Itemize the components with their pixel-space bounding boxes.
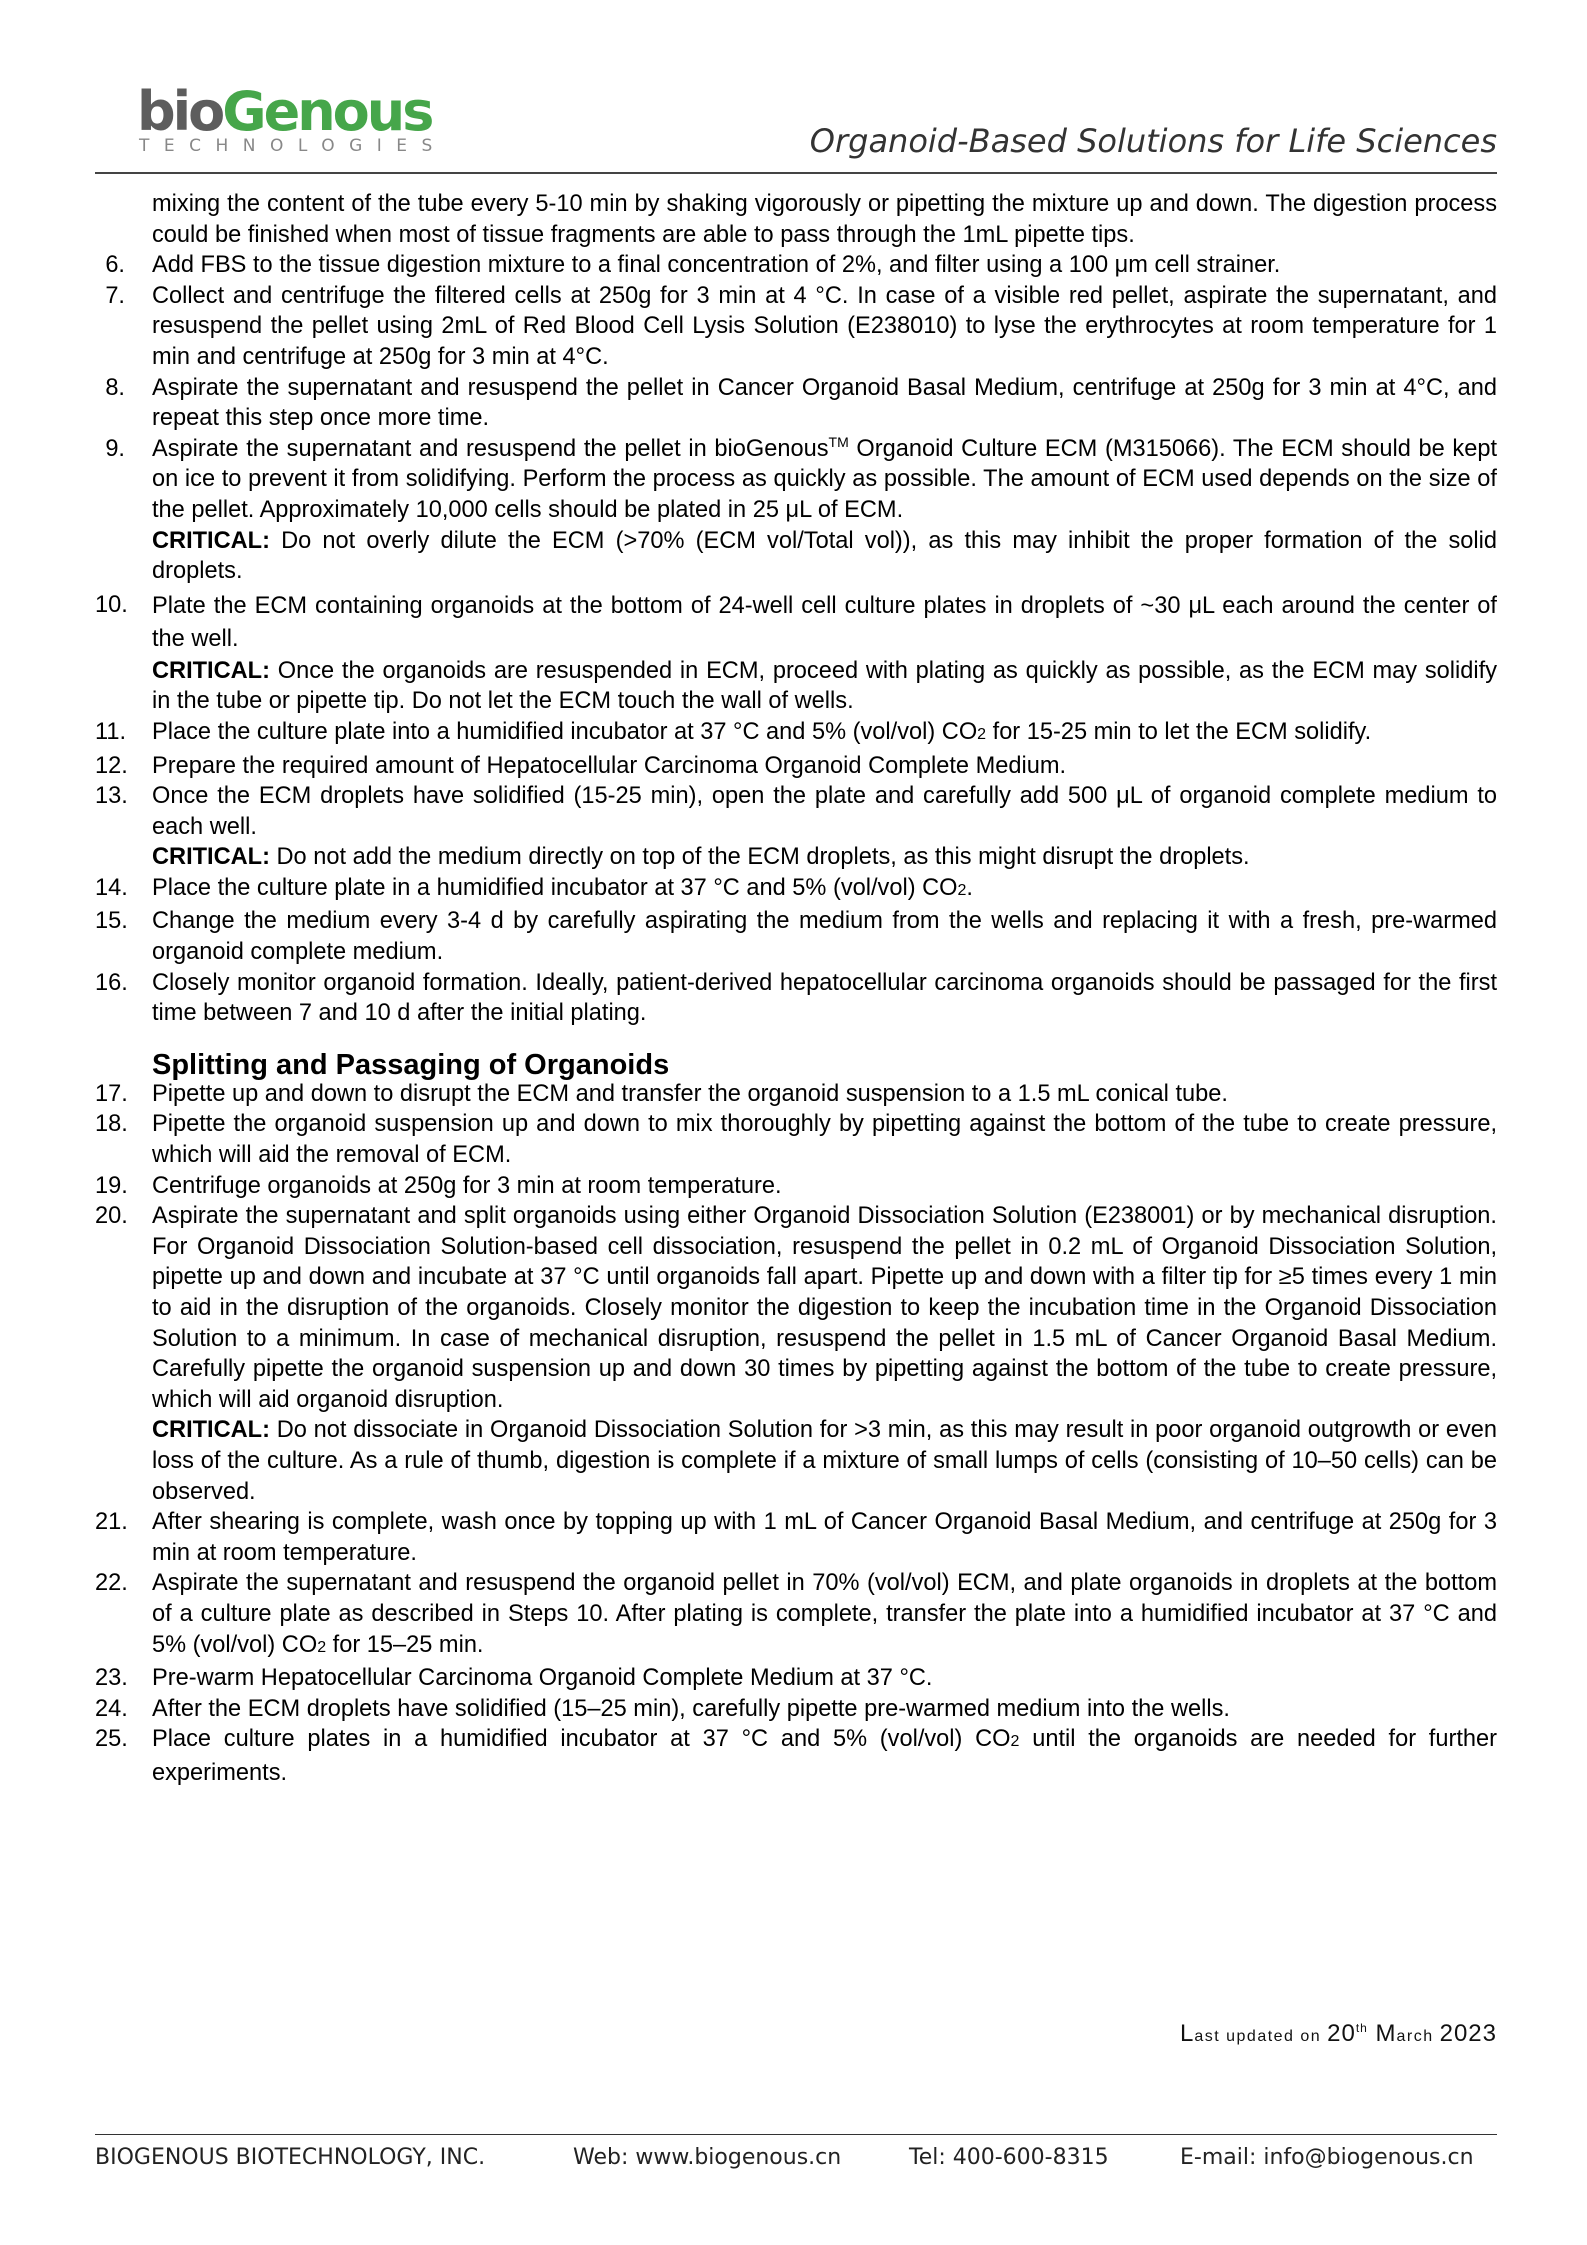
critical-label: CRITICAL:: [152, 844, 270, 871]
step-text: .: [966, 874, 973, 901]
step-number: 23.: [95, 1665, 128, 1692]
header-tagline: Organoid-Based Solutions for Life Sciences: [809, 122, 1497, 160]
step-number: 17.: [95, 1080, 128, 1107]
step-number: 24.: [95, 1695, 128, 1722]
trademark-sup: TM: [828, 433, 849, 450]
step-number: 15.: [95, 908, 128, 935]
steps-group-a: [95, 250, 1497, 434]
step-number: 25.: [95, 1726, 128, 1753]
footer-web: Web: www.biogenous.cn: [573, 2145, 842, 2170]
step-12: [95, 751, 1497, 782]
logo-subtitle: TECHNOLOGIES: [139, 136, 447, 156]
logo-wordmark: [137, 80, 447, 143]
updated-text: arch: [1396, 2028, 1440, 2045]
step-text: Aspirate the supernatant and split organoids using either Organoid Dissociation Solution (E238001) or by mechanical disruption. For Organoid Dissociation Solution-based cell dissociation, resuspend the pellet in 0.2 mL of Organoid Dissociation Solution, pipette up and down and incubate at 37 °C until organoids fall apart. Pipette up and down with a filter tip for ≥5 times every 1 min to aid in the disruption of the organoids. Closely monitor the digestion to keep the incubation time in the Organoid Dissociation Solution to a minimum. In case of mechanical disruption, resuspend the pellet in 1.5 mL of Cancer Organoid Basal Medium. Carefully pipette the organoid suspension up and down 30 times by pipetting against the bottom of the tube to create pressure, which will aid organoid disruption.: [152, 1203, 1497, 1413]
critical-label: CRITICAL:: [152, 657, 270, 684]
step-text: Place the culture plate into a humidified incubator at 37 °C and 5% (vol/vol) CO: [152, 718, 978, 745]
step-number: 16.: [95, 969, 128, 996]
critical-note: [152, 1415, 1497, 1507]
footer-email: E-mail: info@biogenous.cn: [1180, 2145, 1474, 2170]
step-text: Aspirate the supernatant and resuspend the pellet in bioGenous: [152, 435, 829, 462]
step-text: Change the medium every 3-4 d by carefully aspirating the medium from the wells and replacing it with a fresh, pre-warmed organoid complete medium.: [152, 908, 1497, 966]
step-text: Place the culture plate in a humidified incubator at 37 °C and 5% (vol/vol) CO: [152, 874, 958, 901]
step-number: 22.: [95, 1570, 128, 1597]
critical-text: Do not dissociate in Organoid Dissociation Solution for >3 min, as this may result in poor organoid outgrowth or even loss of the culture. As a rule of thumb, digestion is complete if a mixture of small lumps of cells (consisting of 10–50 cells) can be observed.: [152, 1417, 1497, 1505]
footer-company: BIOGENOUS BIOTECHNOLOGY, INC.: [95, 2145, 486, 2170]
step-number: 6.: [105, 252, 125, 279]
step-text: for 15–25 min.: [326, 1631, 484, 1658]
step-text: Plate the ECM containing organoids at the bottom of 24-well cell culture plates in droplets of ~30 μL each around the center of the well.: [152, 592, 1497, 652]
step-11: [95, 717, 1497, 751]
updated-year: 2023: [1439, 2020, 1497, 2047]
step-number: 12.: [95, 752, 128, 779]
footer-rule: [95, 2134, 1497, 2135]
critical-label: CRITICAL:: [152, 1417, 270, 1444]
step-text: Aspirate the supernatant and resuspend the pellet in Cancer Organoid Basal Medium, centrifuge at 250g for 3 min at 4°C, and repeat this step once more time.: [152, 374, 1497, 432]
step-22: [95, 1568, 1497, 1663]
critical-text: Do not add the medium directly on top of the ECM droplets, as this might disrupt the droplets.: [269, 844, 1250, 871]
updated-day: 20: [1327, 2020, 1356, 2047]
last-updated-note: [1180, 2020, 1497, 2048]
list-item: [95, 281, 1497, 373]
step-21: [95, 1507, 1497, 1568]
step-text: Once the ECM droplets have solidified (15-25 min), open the plate and carefully add 500 μL of organoid complete medium to each well.: [152, 783, 1497, 840]
step-text: Centrifuge organoids at 250g for 3 min at room temperature.: [152, 1172, 782, 1199]
critical-note: [152, 842, 1497, 873]
list-item: [95, 1694, 1497, 1725]
list-item: [95, 250, 1497, 281]
step-10: [95, 590, 1497, 717]
step-text: Organoid Culture ECM (M315066). The ECM should be kept on ice to prevent it from solidifying. Perform the process as quickly as possible. The amount of ECM used depends on the size of the pellet. Approximately 10,000 cells should be plated in 25 μL of ECM.: [152, 435, 1497, 523]
step-text: After the ECM droplets have solidified (15–25 min), carefully pipette pre-warmed medium into the wells.: [152, 1695, 1230, 1722]
biogenous-logo: [137, 80, 447, 156]
step-text: Aspirate the supernatant and resuspend the organoid pellet in 70% (vol/vol) ECM, and plate organoids in droplets at the bottom of a culture plate as described in Steps 10. After plating is complete, transfer the plate into a humidified incubator at 37 °C and 5% (vol/vol) CO: [152, 1570, 1497, 1658]
step-number: 18.: [95, 1111, 128, 1138]
step-text: Pre-warm Hepatocellular Carcinoma Organoid Complete Medium at 37 °C.: [152, 1665, 933, 1692]
updated-text: ast updated on: [1194, 2028, 1328, 2045]
step-text: Prepare the required amount of Hepatocellular Carcinoma Organoid Complete Medium.: [152, 752, 1067, 779]
header-rule: [95, 172, 1497, 174]
list-item: [95, 906, 1497, 967]
subscript: 2: [957, 881, 967, 899]
updated-text: L: [1179, 2020, 1195, 2047]
step-number: 10.: [95, 591, 128, 618]
step-20: [95, 1201, 1497, 1507]
step-text: Closely monitor organoid formation. Ideally, patient-derived hepatocellular carcinoma organoids should be passaged for the first time between 7 and 10 d after the initial plating.: [152, 969, 1497, 1027]
critical-note: [152, 526, 1497, 587]
logo-bio-text: bio: [137, 80, 223, 143]
step-text: until the organoids are needed for further experiments.: [152, 1726, 1497, 1786]
step-number: 9.: [105, 435, 125, 462]
step-number: 21.: [95, 1509, 128, 1536]
subscript: 2: [977, 725, 987, 743]
subscript: 2: [1010, 1733, 1020, 1751]
list-item: [95, 373, 1497, 434]
step-number: 13.: [95, 783, 128, 810]
critical-text: Do not overly dilute the ECM (>70% (ECM vol/Total vol)), as this may inhibit the proper formation of the solid droplets.: [152, 527, 1497, 585]
step-text: Pipette up and down to disrupt the ECM and transfer the organoid suspension to a 1.5 mL conical tube.: [152, 1080, 1228, 1107]
step-number: 11.: [95, 718, 127, 745]
step-number: 14.: [95, 874, 128, 901]
intro-paragraph: mixing the content of the tube every 5-10 min by shaking vigorously or pipetting the mixture up and down. The digestion process could be finished when most of tissue fragments are able to pass through the 1mL pipette tips.: [152, 191, 1497, 248]
list-item: [95, 1109, 1497, 1170]
footer-tel: Tel: 400-600-8315: [909, 2145, 1109, 2170]
step-14: [95, 873, 1497, 907]
page-footer: [95, 2134, 1497, 2185]
step-number: 8.: [105, 374, 125, 401]
critical-note: [152, 656, 1497, 717]
list-item: [95, 1079, 1497, 1110]
step-text: After shearing is complete, wash once by topping up with 1 mL of Cancer Organoid Basal Medium, and centrifuge at 250g for 3 min at room temperature.: [152, 1509, 1497, 1566]
list-item: [95, 968, 1497, 1029]
step-text: Collect and centrifuge the filtered cells at 250g for 3 min at 4 °C. In case of a visible red pellet, aspirate the supernatant, and resuspend the pellet using 2mL of Red Blood Cell Lysis Solution (E238010) to lyse the erythrocytes at room temperature for 1 min and centrifuge at 250g for 3 min at 4°C.: [152, 282, 1497, 370]
step-text: Pipette the organoid suspension up and down to mix thoroughly by pipetting against the bottom of the tube to create pressure, which will aid the removal of ECM.: [152, 1111, 1497, 1169]
page-header: [95, 80, 1497, 175]
step-text: Add FBS to the tissue digestion mixture to a final concentration of 2%, and filter using a 100 μm cell strainer.: [152, 252, 1281, 279]
section-heading: Splitting and Passaging of Organoids: [152, 1048, 670, 1081]
critical-text: Once the organoids are resuspended in ECM, proceed with plating as quickly as possible, as the ECM may solidify in the tube or pipette tip. Do not let the ECM touch the wall of wells.: [152, 657, 1497, 715]
step-number: 20.: [95, 1203, 128, 1230]
updated-text: M: [1367, 2020, 1397, 2047]
step-25: [95, 1724, 1497, 1788]
subscript: 2: [317, 1638, 327, 1656]
step-number: 7.: [105, 282, 125, 309]
logo-genous-text: Genous: [222, 80, 432, 143]
step-text: Place culture plates in a humidified incubator at 37 °C and 5% (vol/vol) CO: [152, 1726, 1011, 1753]
list-item: [95, 1663, 1497, 1694]
step-number: 19.: [95, 1172, 128, 1199]
step-13: [95, 781, 1497, 873]
list-item: [95, 1171, 1497, 1202]
critical-label: CRITICAL:: [152, 527, 270, 554]
document-body: [95, 189, 1497, 1789]
step-9: [95, 434, 1497, 587]
updated-day-suffix: th: [1355, 2021, 1368, 2035]
step-text: for 15-25 min to let the ECM solidify.: [986, 718, 1372, 745]
